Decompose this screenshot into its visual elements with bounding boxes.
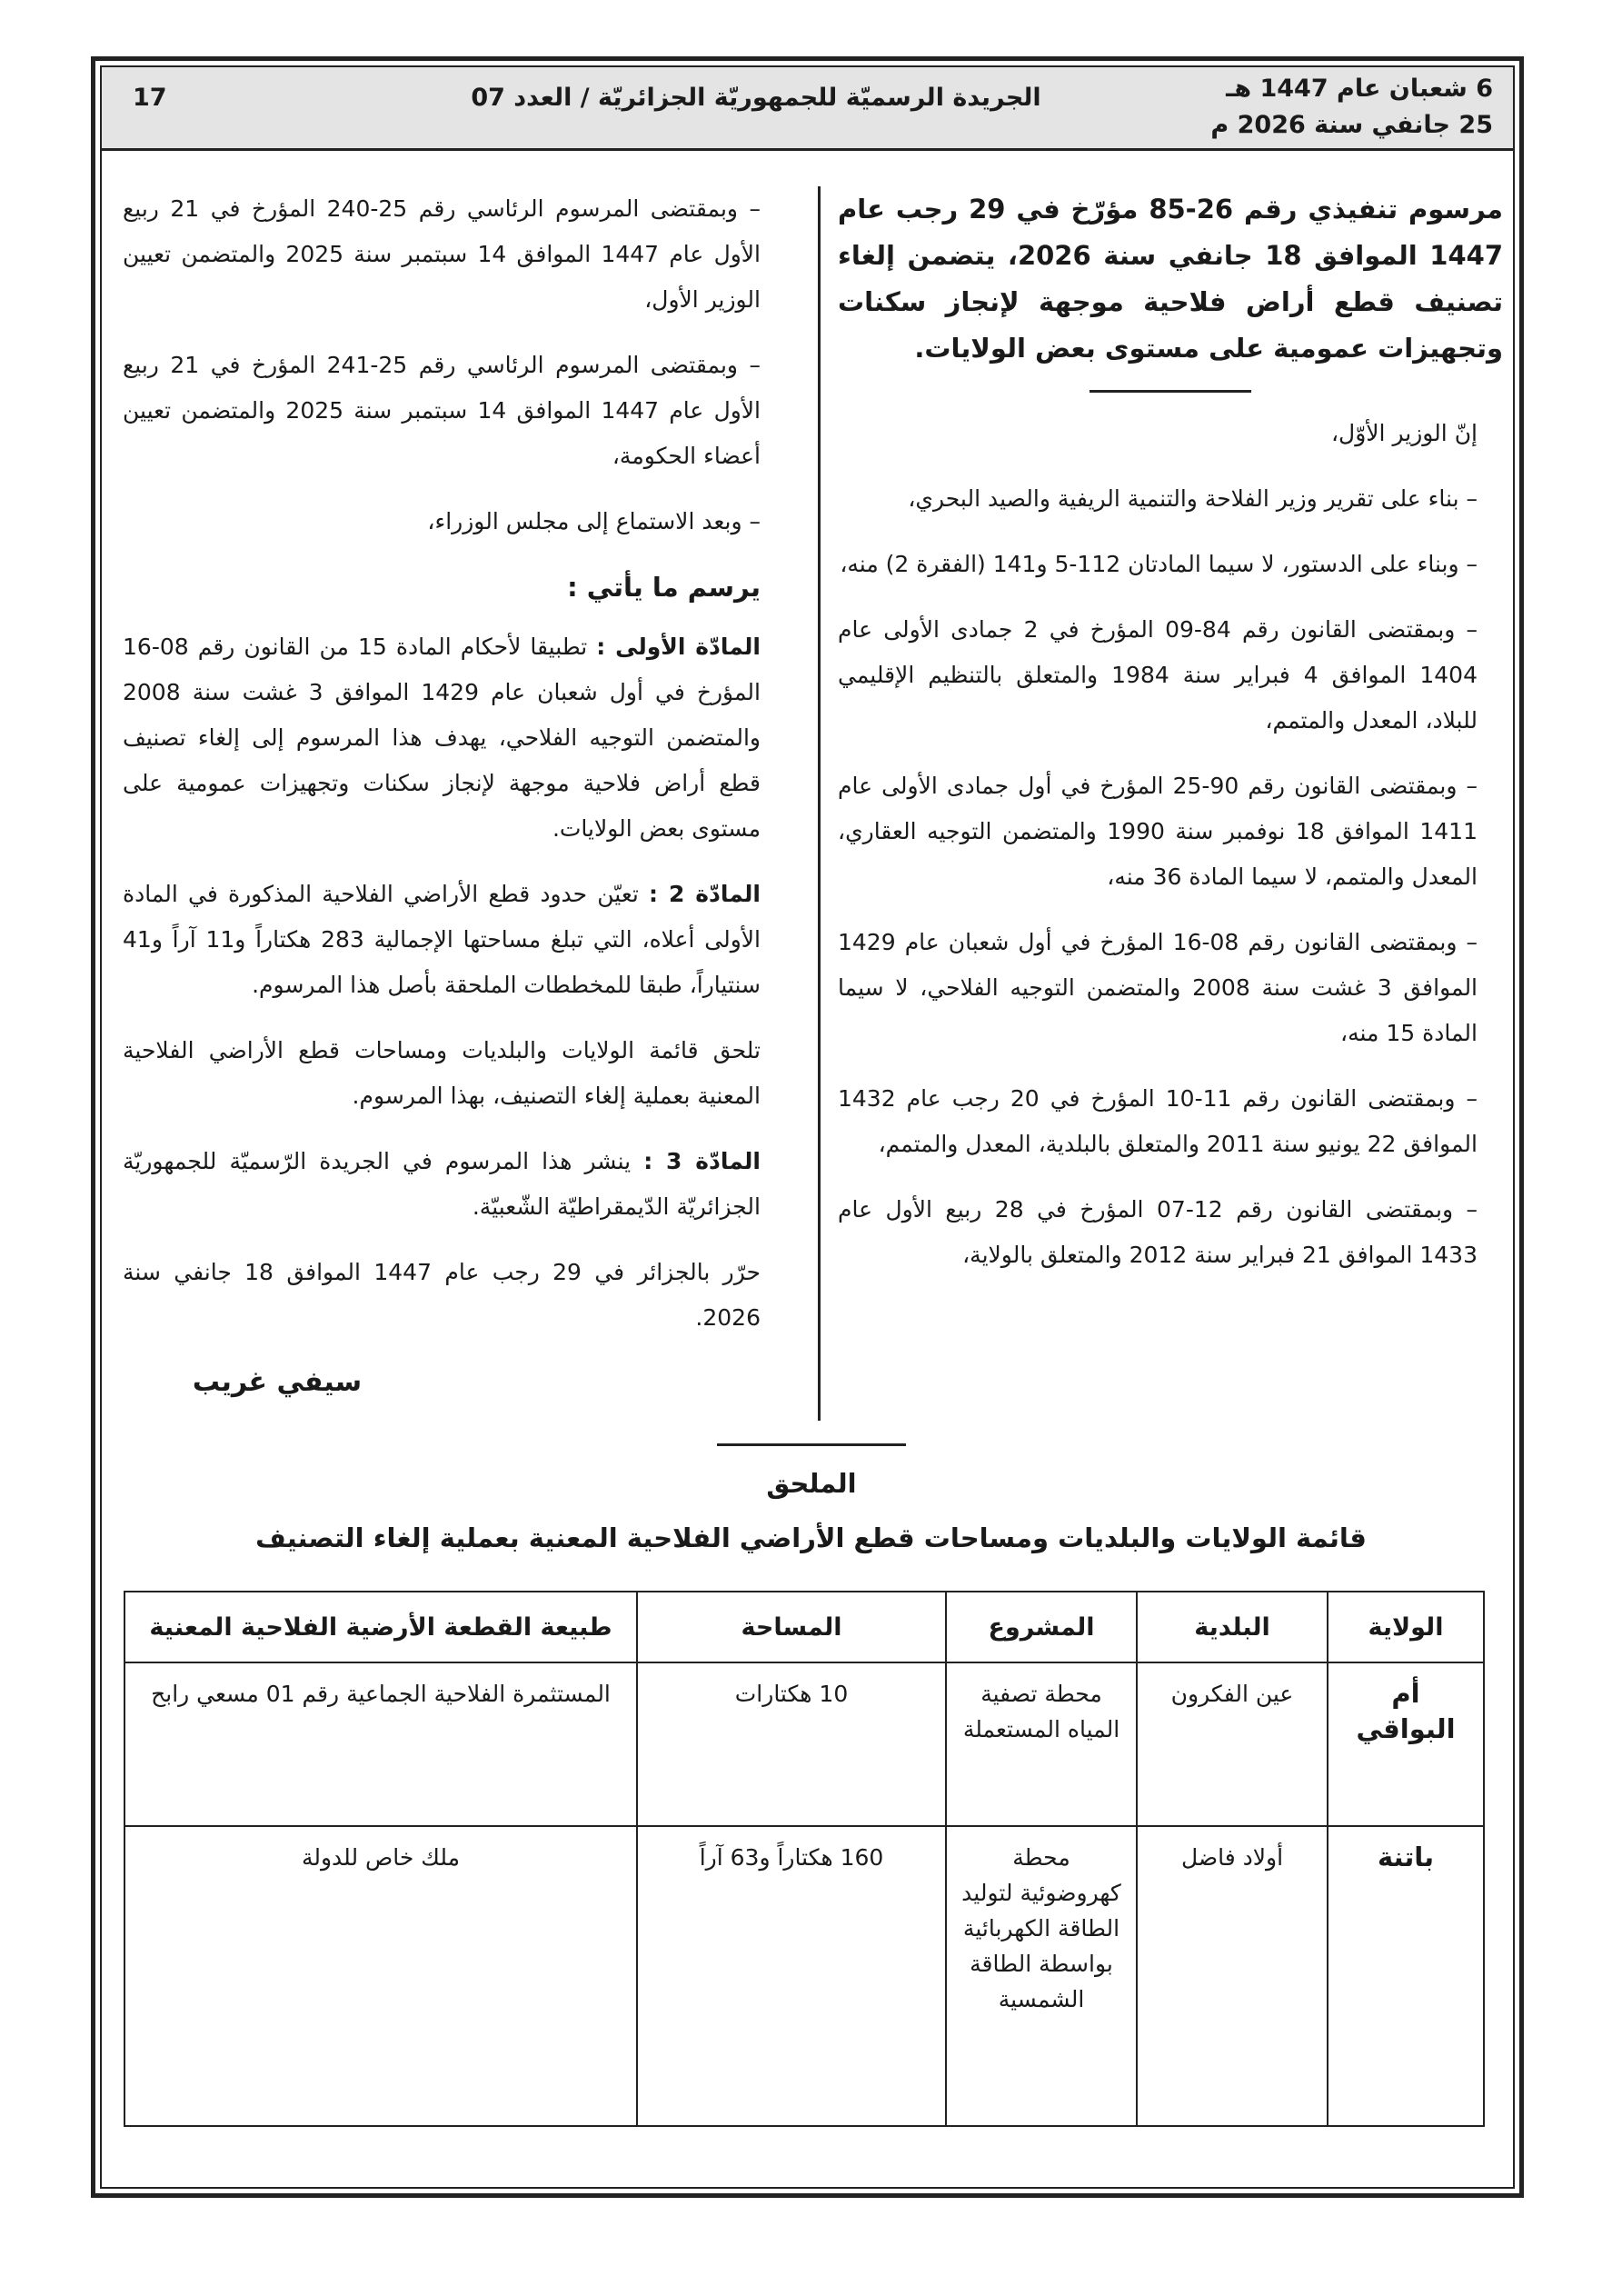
annex-label: الملحق — [766, 1468, 857, 1499]
page-header — [102, 67, 1513, 151]
signature: سيفي غريب — [192, 1366, 363, 1398]
visa-paragraph: – وبمقتضى القانون رقم 12-07 المؤرخ في 28 ربيع الأول عام 1433 الموافق 21 فبراير سنة 2012 والمتعلق بالولاية، — [838, 1196, 1478, 1268]
cell-project: محطة تصفية المياه المستعملة — [946, 1662, 1137, 1826]
column-divider — [818, 186, 821, 1421]
article-label: المادّة 2 : — [649, 881, 761, 907]
visa-paragraph: – وبمقتضى القانون رقم 11-10 المؤرخ في 20 رجب عام 1432 الموافق 22 يونيو سنة 2011 والمتعلق بالبلدية، المعدل والمتمم، — [838, 1085, 1478, 1157]
article-2 — [123, 872, 786, 1008]
annex-rule — [717, 1443, 906, 1446]
cell-nature: المستثمرة الفلاحية الجماعية رقم 01 مسعي رابح — [124, 1662, 637, 1826]
column-header: المشروع — [946, 1592, 1137, 1662]
visa-paragraph: – وبمقتضى القانون رقم 08-16 المؤرخ في أول شعبان عام 1429 الموافق 3 غشت سنة 2008 والمتضمن التوجيه الفلاحي، لا سيما المادة 15 منه، — [838, 929, 1478, 1046]
article-1 — [123, 624, 786, 852]
article-3 — [123, 1139, 786, 1230]
cell-wilaya: أم البواقي — [1328, 1662, 1484, 1826]
cell-nature: ملك خاص للدولة — [124, 1826, 637, 2126]
cell-project: محطة كهروضوئية لتوليد الطاقة الكهربائية بواسطة الطاقة الشمسية — [946, 1826, 1137, 2126]
cell-commune: أولاد فاضل — [1137, 1826, 1328, 2126]
page-number: 17 — [133, 84, 167, 112]
visa-paragraph: – بناء على تقرير وزير الفلاحة والتنمية الريفية والصيد البحري، — [908, 485, 1478, 512]
column-header: طبيعة القطعة الأرضية الفلاحية المعنية — [124, 1592, 637, 1662]
annex-title: قائمة الولايات والبلديات ومساحات قطع الأراضي الفلاحية المعنية بعملية إلغاء التصنيف — [255, 1522, 1367, 1553]
decrees-heading: يرسم ما يأتي : — [567, 572, 761, 603]
article-label: المادّة الأولى : — [596, 634, 761, 660]
column-header: المساحة — [637, 1592, 946, 1662]
visa-paragraph: – وبمقتضى المرسوم الرئاسي رقم 25-241 المؤرخ في 21 ربيع الأول عام 1447 الموافق 14 سبتمبر سنة 2025 والمتضمن تعيين أعضاء الحكومة، — [123, 352, 761, 469]
table-header-row — [124, 1592, 1484, 1662]
visa-paragraph: – وبمقتضى القانون رقم 90-25 المؤرخ في أول جمادى الأولى عام 1411 الموافق 18 نوفمبر سنة 1990 والمتضمن التوجيه العقاري، المعدل والمتمم، لا سيما المادة 36 منه، — [838, 773, 1478, 890]
issue-date — [1210, 71, 1493, 144]
decree-title: مرسوم تنفيذي رقم 26-85 مؤرّخ في 29 رجب عام 1447 الموافق 18 جانفي سنة 2026، يتضمن إلغاء تصنيف قطع أراض فلاحية موجهة لإنجاز سكنات وتجهيزات عمومية على مستوى بعض الولايات. — [838, 194, 1503, 364]
left-column — [123, 186, 786, 1361]
visa-paragraph: – وبناء على الدستور، لا سيما المادتان 112-5 و141 (الفقرة 2) منه، — [840, 551, 1478, 577]
table-row — [124, 1662, 1484, 1826]
done-at: حرّر بالجزائر في 29 رجب عام 1447 الموافق 18 جانفي سنة 2026. — [123, 1259, 761, 1331]
annex-note: تلحق قائمة الولايات والبلديات ومساحات قطع الأراضي الفلاحية المعنية بعملية إلغاء التصنيف، بهذا المرسوم. — [123, 1037, 761, 1109]
title-rule — [1090, 390, 1251, 393]
annex-table — [124, 1591, 1485, 2127]
visa-paragraph: – وبمقتضى القانون رقم 84-09 المؤرخ في 2 جمادى الأولى عام 1404 الموافق 4 فبراير سنة 1984 والمتعلق بالتنظيم الإقليمي للبلاد، المعدل والمتمم، — [838, 616, 1478, 734]
journal-title: الجريدة الرسميّة للجمهوريّة الجزائريّة / العدد 07 — [471, 84, 1041, 112]
column-header: البلدية — [1137, 1592, 1328, 1662]
date-gregorian: 25 جانفي سنة 2026 م — [1210, 111, 1493, 139]
salutation: إنّ الوزير الأوّل، — [1330, 420, 1478, 446]
cell-commune: عين الفكرون — [1137, 1662, 1328, 1826]
table-row — [124, 1826, 1484, 2126]
date-hijri: 6 شعبان عام 1447 هـ — [1226, 75, 1493, 103]
cell-area: 160 هكتاراً و63 آراً — [637, 1826, 946, 2126]
article-text: تعيّن حدود قطع الأراضي الفلاحية المذكورة في المادة الأولى أعلاه، التي تبلغ مساحتها الإجمالية 283 هكتاراً و11 آراً و41 سنتياراً، طبقا للمخططات الملحقة بأصل هذا المرسوم. — [123, 881, 761, 998]
article-text: تطبيقا لأحكام المادة 15 من القانون رقم 08-16 المؤرخ في أول شعبان عام 1429 الموافق 3 غشت سنة 2008 والمتضمن التوجيه الفلاحي، يهدف هذا المرسوم إلى إلغاء تصنيف قطع أراض فلاحية موجهة لإنجاز سكنات وتجهيزات عمومية على مستوى بعض الولايات. — [123, 634, 761, 842]
visa-paragraph: – وبمقتضى المرسوم الرئاسي رقم 25-240 المؤرخ في 21 ربيع الأول عام 1447 الموافق 14 سبتمبر سنة 2025 والمتضمن تعيين الوزير الأول، — [123, 195, 761, 313]
right-column — [838, 186, 1503, 1298]
article-label: المادّة 3 : — [643, 1148, 761, 1174]
article-text: ينشر هذا المرسوم في الجريدة الرّسميّة للجمهوريّة الجزائريّة الدّيمقراطيّة الشّعبيّة. — [123, 1148, 761, 1220]
cell-area: 10 هكتارات — [637, 1662, 946, 1826]
cell-wilaya: باتنة — [1328, 1826, 1484, 2126]
visa-paragraph: – وبعد الاستماع إلى مجلس الوزراء، — [427, 508, 761, 534]
column-header: الولاية — [1328, 1592, 1484, 1662]
